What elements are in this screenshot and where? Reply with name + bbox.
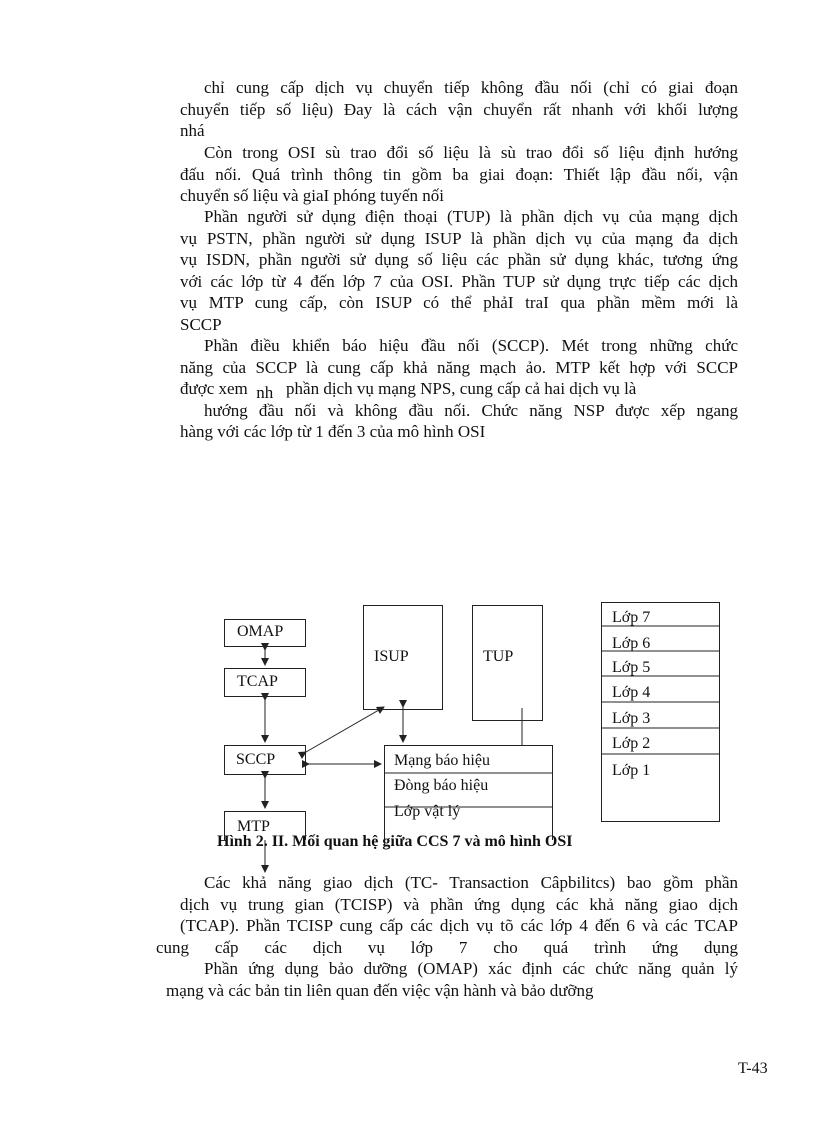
nsp-row-link: Đòng báo hiệu <box>394 777 489 794</box>
text-line: Còn trong OSI sù trao đổi số liệu là sù trao đổi số liệu định hướng <box>204 143 738 162</box>
isup-label: ISUP <box>374 648 409 665</box>
osi-layer-4: Lớp 4 <box>612 684 651 701</box>
page-number: T-43 <box>738 1060 768 1077</box>
sccp-isup-arrow <box>306 707 384 752</box>
text-line: chuyển tiếp số liệu) Đay là cách vận chuyển rất nhanh với khối lượng <box>180 99 738 119</box>
mtp-label: MTP <box>237 818 270 835</box>
text-line: vụ ISDN, phần người sử dụng số liệu các phần sử dụng khác, tương ứng <box>180 250 738 269</box>
text-line: Phần người sử dụng điện thoại (TUP) là phần dịch vụ của mạng dịch <box>204 207 738 226</box>
text-line: Phần ứng dụng bảo dưỡng (OMAP) xác định các chức năng quản lý <box>204 959 738 978</box>
text-line: đấu nối. Quá trình thông tin gồm ba giai đoạn: Thiết lập đầu nối, vận <box>180 164 738 184</box>
text-line: vụ MTP cung cấp, còn ISUP có thể phảI traI qua phần mềm mới là <box>180 293 738 312</box>
tcap-label: TCAP <box>237 673 278 690</box>
paragraph-omap <box>166 958 738 1001</box>
text-line: cung cấp các dịch vụ lớp 7 cho quá trình ứng dụng <box>156 937 738 957</box>
nsp-row-network: Mạng báo hiệu <box>394 752 490 769</box>
text-line: vụ PSTN, phần người sử dụng ISUP là phần dịch vụ của mạng đa dịch <box>180 228 738 248</box>
text-line: Phần điều khiển báo hiệu đầu nối (SCCP). Mét trong những chức <box>204 336 738 355</box>
text-fragment: phần dịch vụ mạng NPS, cung cấp cả hai dịch vụ là <box>286 379 637 398</box>
omap-label: OMAP <box>237 623 284 640</box>
osi-layer-3: Lớp 3 <box>612 710 651 727</box>
text-line: nhá <box>180 121 205 140</box>
text-fragment: được xem <box>180 379 248 398</box>
paragraph-tc <box>156 872 738 958</box>
text-fragment: nh <box>256 383 274 402</box>
osi-layer-2: Lớp 2 <box>612 735 651 752</box>
osi-layer-7: Lớp 7 <box>612 609 651 626</box>
text-line: năng của SCCP là cung cấp khả năng mạch ảo. MTP kết hợp với SCCP <box>180 357 738 377</box>
text-line: chuyển số liệu và giaI phóng tuyến nối <box>180 186 444 205</box>
text-line: Các khả năng giao dịch (TC- Transaction Câpbilitcs) bao gồm phần <box>204 873 738 892</box>
text-line: dịch vụ trung gian (TCISP) và phần ứng dụng các khả năng giao dịch <box>180 894 738 914</box>
text-line: chỉ cung cấp dịch vụ chuyển tiếp không đầu nối (chỉ có giai đoạn <box>204 78 738 97</box>
text-line: với các lớp từ 4 đến lớp 7 của OSI. Phần TUP sử dụng trực tiếp các dịch <box>180 271 738 291</box>
nsp-row-physical: Lớp vật lý <box>394 803 461 820</box>
text-line: hàng với các lớp từ 1 đến 3 của mô hình OSI <box>180 422 486 441</box>
figure-caption: Hình 2. II. Mối quan hệ giữa CCS 7 và mô hình OSI <box>217 833 573 850</box>
text-line: (TCAP). Phần TCISP cung cấp các dịch vụ tõ các lớp 4 đến 6 và các TCAP <box>180 916 738 935</box>
sccp-label: SCCP <box>236 751 276 768</box>
text-line: SCCP <box>180 314 222 334</box>
osi-layer-5: Lớp 5 <box>612 659 651 676</box>
tup-label: TUP <box>483 648 514 665</box>
osi-layer-1: Lớp 1 <box>612 762 651 779</box>
text-line: hướng đầu nối và không đầu nối. Chức năng NSP được xếp ngang <box>204 400 738 420</box>
text-line: mạng và các bản tin liên quan đến việc vận hành và bảo dưỡng <box>166 980 594 1000</box>
osi-layer-6: Lớp 6 <box>612 635 651 652</box>
